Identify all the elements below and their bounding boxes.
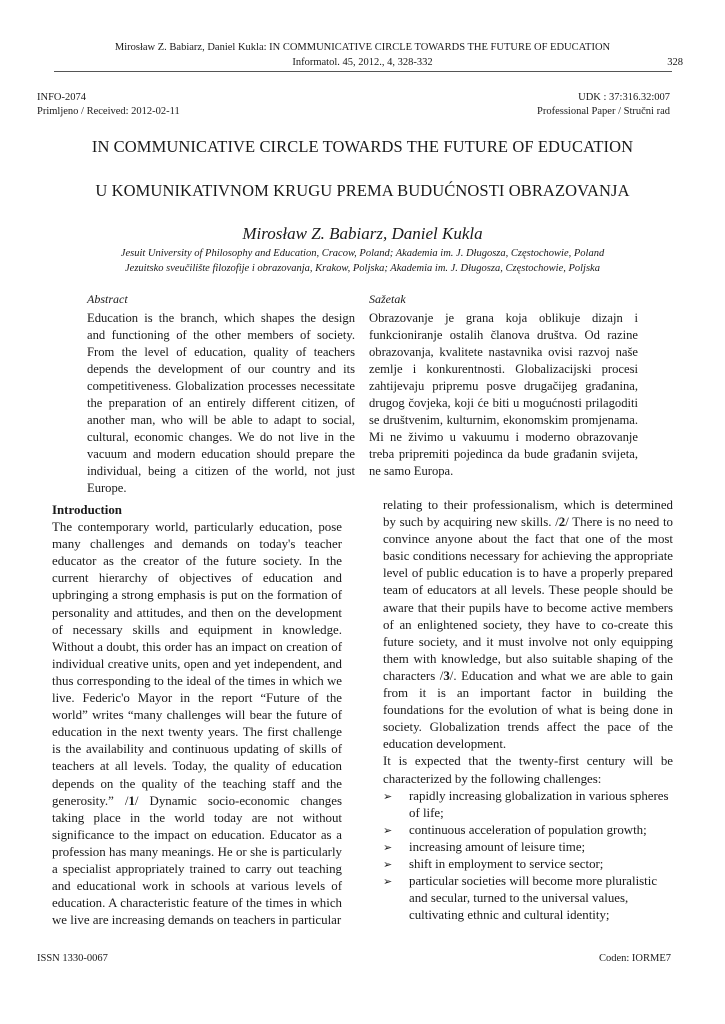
paragraph-text: relating to their professionalism, which is determined by such by acquiring new skills. / bbox=[383, 498, 673, 530]
challenges-list bbox=[383, 788, 673, 925]
running-title: Mirosław Z. Babiarz, Daniel Kukla: IN COMMUNICATIVE CIRCLE TOWARDS THE FUTURE OF EDUCATION bbox=[114, 42, 611, 53]
introduction-text-cont: / Dynamic socio-economic changes taking place in the world today are not without significance to the impact on education. Educator as a profession has many meanings. He or she is particularly a specialist appropriately trained to carry out teaching and educational work in schools at various levels of education. A characteristic feature of the times in which we live are increasing demands on teachers in particular bbox=[52, 793, 342, 928]
arrow-bullet-icon: ➢ bbox=[383, 823, 393, 837]
introduction-paragraph-1 bbox=[52, 519, 342, 929]
introduction-heading: Introduction bbox=[52, 503, 122, 517]
sazetak-text: Obrazovanje je grana koja oblikuje dizajn i funkcioniranje ostalih članova društva. Od razine obrazovanja, kvalitete nastavnika ovisi razvoj naše zemlje i konkurentnosti. Globalizacijski procesi zahtijevaju pripremu posve drugačijeg građanina, drugog čovjeka, koji će biti u mogućnosti prilagoditi se društvenim, kulturnim, ekonomskim promjenama. Mi ne živimo u vakuumu i moderno obrazovanje treba pripremiti pojedinca da bude građanin svijeta, ne samo Europa. bbox=[369, 311, 638, 478]
list-item bbox=[383, 822, 673, 839]
article-meta-right bbox=[537, 91, 670, 119]
received-date: Primljeno / Received: 2012-02-11 bbox=[37, 106, 180, 117]
issn: ISSN 1330-0067 bbox=[37, 953, 108, 964]
header-rule bbox=[54, 71, 672, 72]
authors: Mirosław Z. Babiarz, Daniel Kukla bbox=[242, 224, 483, 243]
journal-reference: Informatol. 45, 2012., 4, 328-332 bbox=[292, 57, 433, 68]
udk-code: UDK : 37:316.32:007 bbox=[578, 92, 670, 103]
arrow-bullet-icon: ➢ bbox=[383, 875, 393, 889]
body-column-left bbox=[52, 502, 342, 929]
paper-type: Professional Paper / Stručni rad bbox=[537, 106, 670, 117]
list-item bbox=[383, 839, 673, 856]
article-meta-left bbox=[37, 91, 180, 119]
title-croatian: U KOMUNIKATIVNOM KRUGU PREMA BUDUĆNOSTI OBRAZOVANJA bbox=[95, 181, 630, 200]
list-item bbox=[383, 788, 673, 822]
abstract-croatian bbox=[369, 291, 638, 480]
list-item-text: rapidly increasing globalization in various spheres of life; bbox=[409, 788, 669, 820]
ref-bracket: / bbox=[124, 793, 129, 808]
article-code: INFO-2074 bbox=[37, 92, 86, 103]
paragraph-text-mid: / There is no need to convince anyone about the fact that one of the most basic conditions necessary for achieving the appropriate level of public education is to have a properly prepared team of educators at all levels. These people should be aware that their pupils have to become active members of an enlightened society, they have to co-create this future society, and it must involve not only equipping them with knowledge, but also suitable shaping of the characters / bbox=[383, 515, 673, 683]
abstract-english bbox=[87, 291, 355, 497]
sazetak-label: Sažetak bbox=[369, 292, 406, 306]
arrow-bullet-icon: ➢ bbox=[383, 857, 393, 871]
introduction-paragraph-2 bbox=[383, 497, 673, 753]
list-item bbox=[383, 856, 673, 873]
arrow-bullet-icon: ➢ bbox=[383, 789, 393, 803]
affiliation-croatian: Jezuitsko sveučilište filozofije i obrazovanja, Krakow, Poljska; Akademia im. J. Długosza, Częstochowie, Poljska bbox=[125, 263, 600, 274]
reference-3: 3 bbox=[443, 668, 450, 683]
reference-1: 1 bbox=[128, 793, 135, 808]
arrow-bullet-icon: ➢ bbox=[383, 840, 393, 854]
abstract-text: Education is the branch, which shapes the design and functioning of the other members of society. From the level of education, quality of teachers depends the development of our country and its competitiveness. Globalization processes necessitate the preparation of an entirely different citizen, of another man, who will be able to adapt to social, cultural, economic changes. We do not live in the vacuum and modern education should prepare the individual, being a citizen of the world, not just Europe. bbox=[87, 311, 355, 495]
challenges-intro: It is expected that the twenty-first century will be characterized by the following challenges: bbox=[383, 754, 673, 786]
paragraph-text-end: /. Education and what we are able to gain from it is an important factor in building the foundations for the evolution of what is being done in society. Globalization trends affect the pace of the education development. bbox=[383, 668, 673, 752]
reference-2: 2 bbox=[558, 515, 566, 530]
body-column-right bbox=[383, 497, 673, 924]
page-number: 328 bbox=[667, 57, 683, 68]
list-item-text: continuous acceleration of population growth; bbox=[409, 822, 647, 837]
list-item-text: increasing amount of leisure time; bbox=[409, 839, 586, 854]
list-item-text: shift in employment to service sector; bbox=[409, 856, 604, 871]
affiliation-english: Jesuit University of Philosophy and Education, Cracow, Poland; Akademia im. J. Długosza, Częstochowie, Poland bbox=[120, 248, 605, 259]
list-item bbox=[383, 873, 673, 924]
abstract-label: Abstract bbox=[87, 292, 128, 306]
coden: Coden: IORME7 bbox=[598, 953, 671, 964]
list-item-text: particular societies will become more pluralistic and secular, turned to the universal values, cultivating ethnic and cultural identity; bbox=[409, 874, 658, 923]
introduction-text: The contemporary world, particularly education, pose many challenges and demands on today's teacher educator as the creator of the future society. In the current hierarchy of objectives of education and upbringing a strong emphasis is put on the formation of personality and attitudes, and then on the development of necessary skills and equipment in knowledge. Without a doubt, this order has an impact on creation of individual creative units, open and yet independent, and thus corresponding to the ideal of the times in which we live. Federic'o Mayor in the report “Future of the world” writes “many challenges will bear the future of education in the next twenty years. The first challenge is the availability and continuous updating of skills of teachers at all levels. Today, the quality of education depends on the quality of the teaching staff and the generosity.” bbox=[52, 520, 342, 808]
title-english: IN COMMUNICATIVE CIRCLE TOWARDS THE FUTURE OF EDUCATION bbox=[91, 137, 634, 156]
